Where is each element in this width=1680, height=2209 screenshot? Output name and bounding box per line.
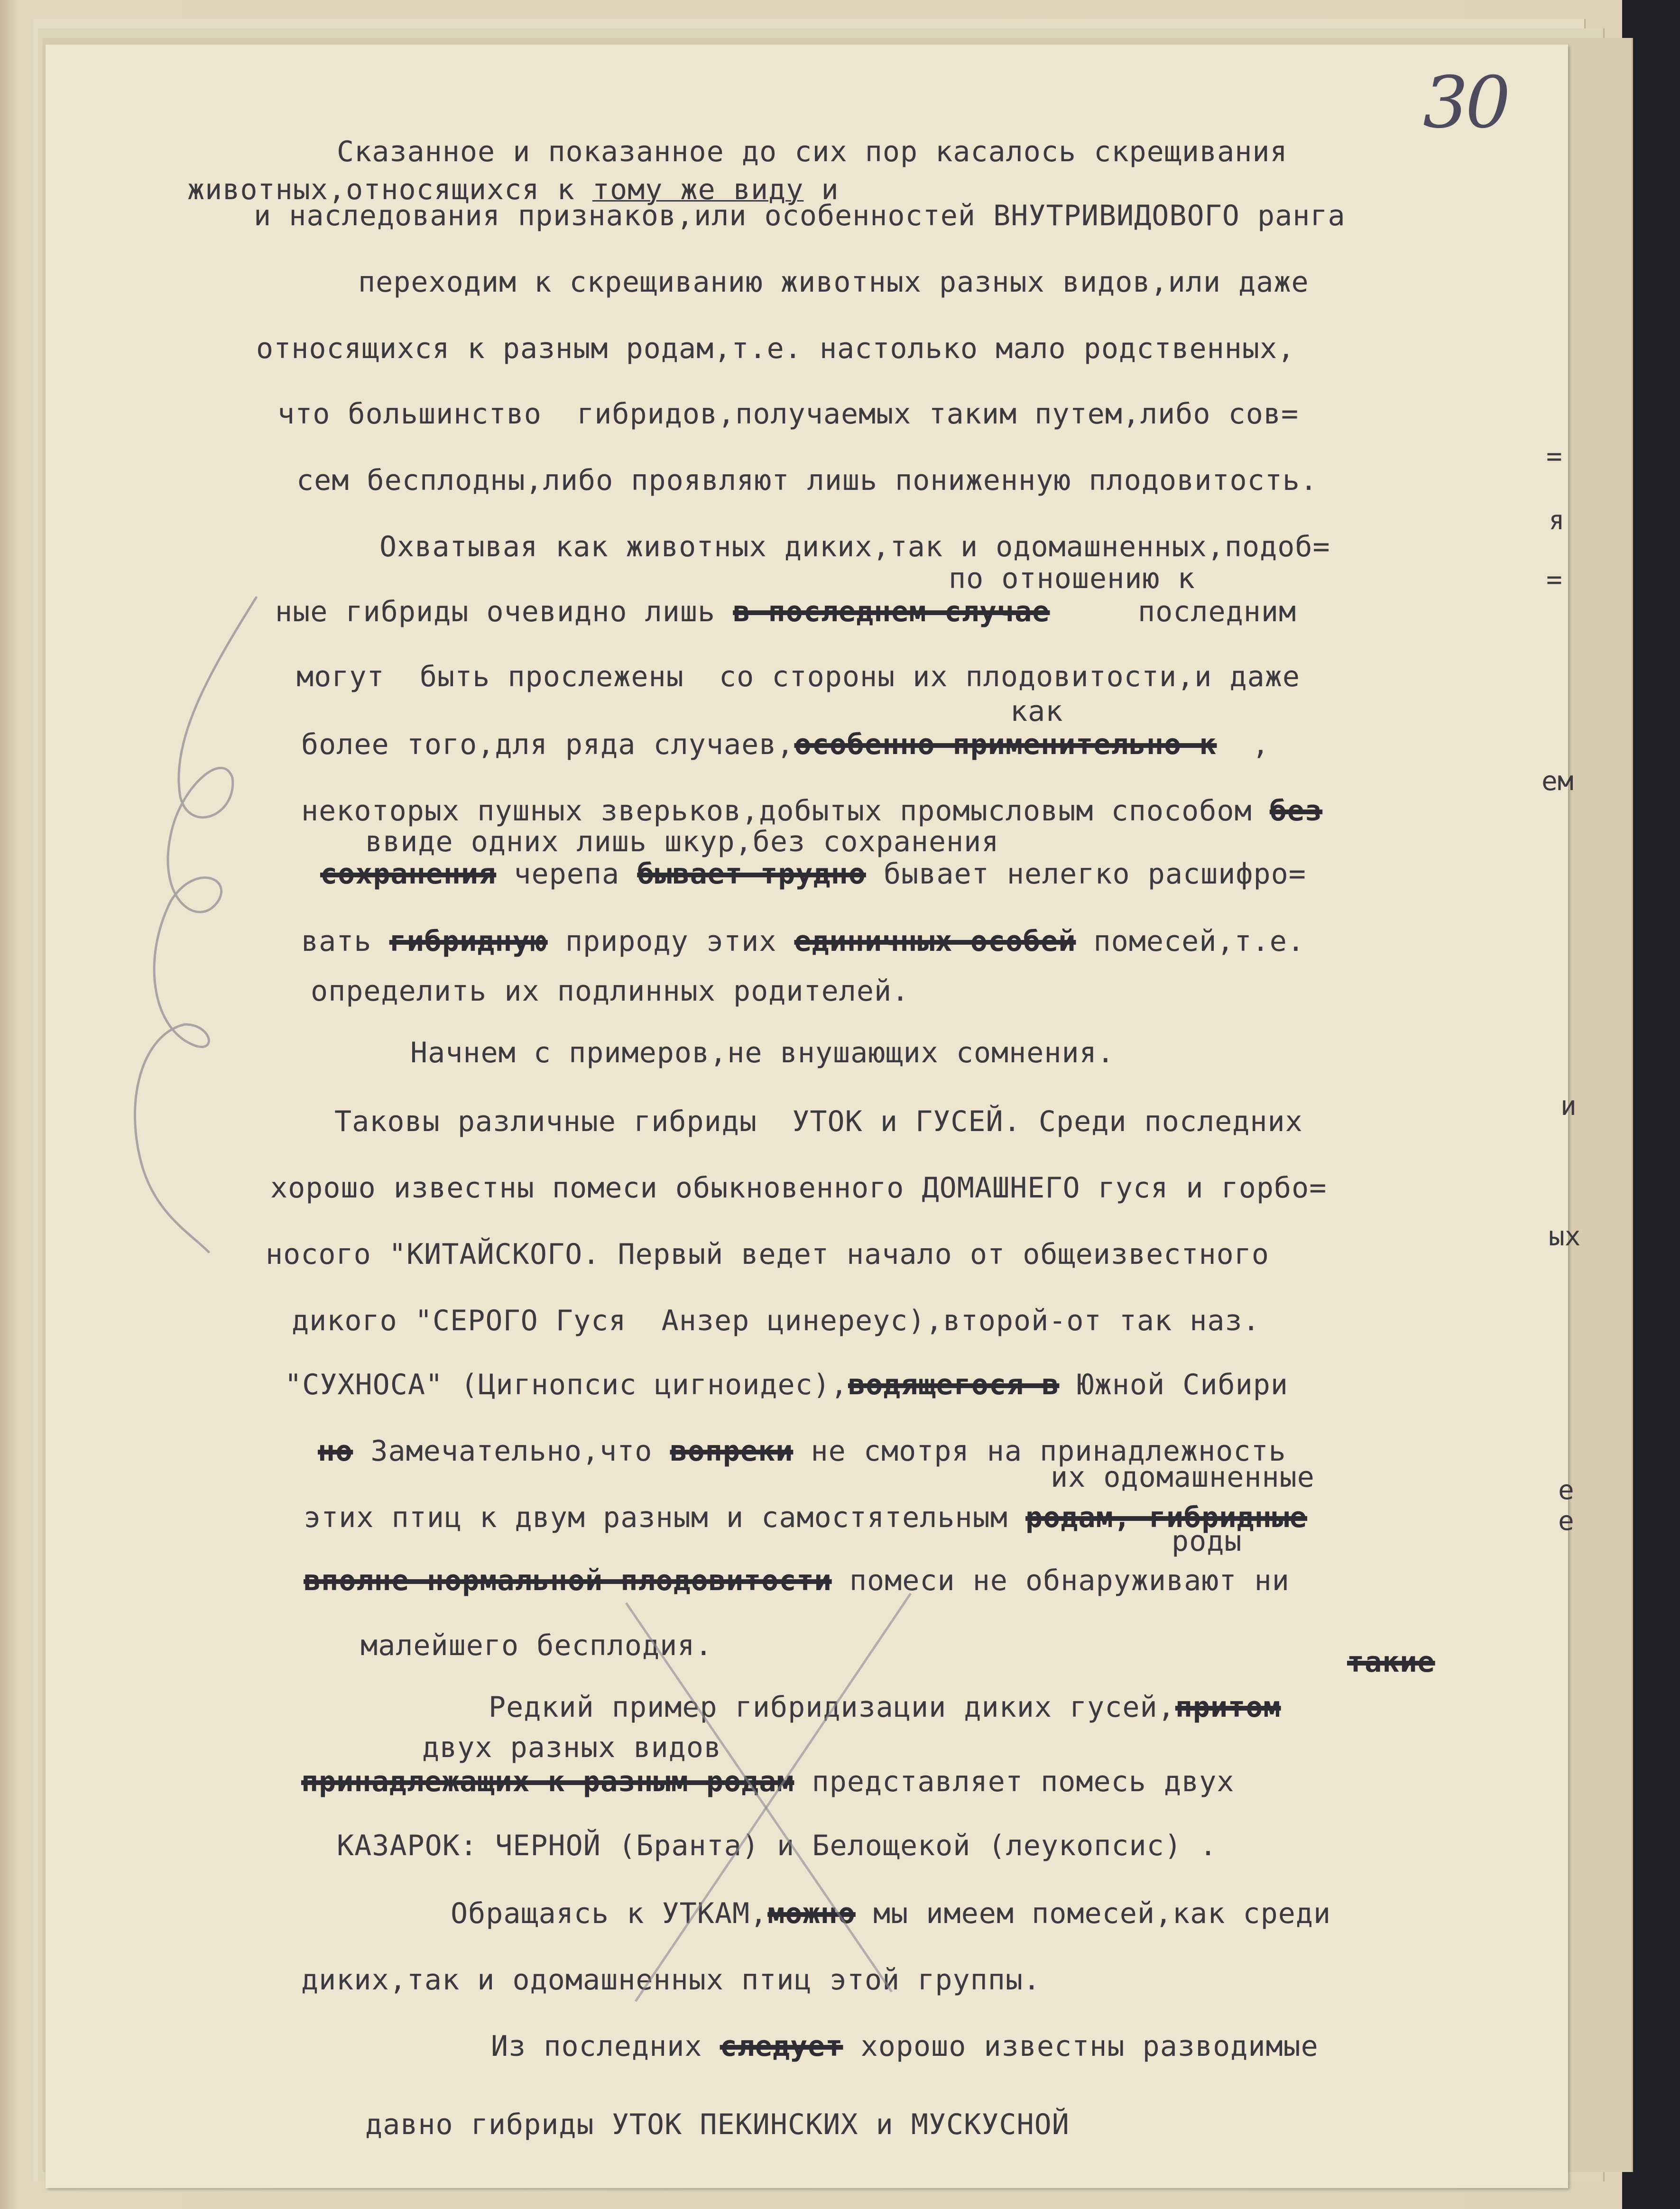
margin-mark: е (1558, 1475, 1574, 1506)
underlined-text: тому же виду (592, 173, 804, 206)
text-line (277, 397, 1299, 431)
margin-mark: = (1546, 441, 1562, 472)
margin-mark: е (1558, 1506, 1574, 1537)
text-line (1051, 1461, 1315, 1494)
text-line (1347, 1646, 1435, 1679)
text-segment: черепа (496, 857, 637, 891)
text-line (320, 857, 1306, 891)
text-line (379, 530, 1330, 563)
text-segment: Из последних (491, 2030, 720, 2063)
struck-through-text: водящегося в (848, 1368, 1060, 1401)
text-segment: КАЗАРОК: ЧЕРНОЙ (Бранта) и Белощекой (леукопсис) . (337, 1829, 1218, 1862)
text-line (270, 1171, 1327, 1205)
text-segment: представляет помесь двух (794, 1765, 1235, 1798)
text-line (337, 135, 1288, 168)
struck-through-text: родам, гибридные (1025, 1501, 1308, 1534)
text-line (296, 660, 1300, 693)
text-line (301, 925, 1305, 958)
text-line (358, 266, 1309, 299)
text-segment: сем бесплодны,либо проявляют лишь пониженную плодовитость. (296, 464, 1318, 497)
text-line (1010, 695, 1063, 728)
struck-through-text: в последнем случае (733, 595, 1050, 628)
text-segment: Замечательно,что (353, 1435, 670, 1468)
page-number: 30 (1423, 62, 1508, 144)
text-segment: могут быть прослежены со стороны их плодовитости,и даже (296, 660, 1301, 693)
text-line (266, 1238, 1269, 1271)
text-line (301, 794, 1322, 828)
struck-through-text: принадлежащих к разным родам (301, 1765, 794, 1798)
margin-mark: ем (1542, 766, 1574, 797)
text-segment: ные гибриды очевидно лишь (275, 595, 733, 628)
text-line (1172, 1525, 1242, 1558)
text-segment: некоторых пушных зверьков,добытых промысловым способом (301, 794, 1270, 828)
text-line (334, 1105, 1303, 1138)
struck-through-text: такие (1347, 1646, 1435, 1679)
text-segment: не смотря на принадлежность (793, 1435, 1286, 1468)
text-segment: по отношению к (949, 562, 1195, 595)
text-line (365, 2108, 1070, 2141)
text-line (311, 975, 909, 1008)
text-line (410, 1036, 1115, 1069)
text-segment: Редкий пример гибридизации диких гусей, (489, 1691, 1175, 1724)
margin-mark: я (1549, 505, 1565, 536)
text-segment: относящихся к разным родам,т.е. настолько мало родственных, (256, 332, 1295, 365)
text-line (254, 199, 1346, 232)
struck-through-text: бывает трудно (637, 857, 866, 891)
struck-through-text: притом (1175, 1691, 1281, 1724)
text-segment: давно гибриды УТОК ПЕКИНСКИХ и МУСКУСНОЙ (365, 2108, 1070, 2141)
text-line (949, 562, 1195, 595)
text-segment: Охватывая как животных диких,так и одомашненных,подоб= (379, 530, 1330, 563)
text-segment: Южной Сибири (1059, 1368, 1289, 1401)
text-segment: их одомашненные (1051, 1461, 1315, 1494)
text-segment: животных,относящихся к (187, 173, 592, 206)
text-segment: двух разных видов (422, 1731, 722, 1764)
text-segment: носого "КИТАЙСКОГО. Первый ведет начало от общеизвестного (266, 1238, 1270, 1271)
margin-mark: = (1546, 564, 1562, 595)
text-segment: природу этих (547, 925, 794, 958)
text-segment: роды (1172, 1525, 1242, 1558)
text-segment: диких,так и одомашненных птиц этой группы. (301, 1963, 1041, 1997)
text-segment: определить их подлинных родителей. (311, 975, 910, 1008)
text-segment: "СУХНОСА" (Цигнопсис цигноидес), (285, 1368, 848, 1401)
text-segment: Начнем с примеров,не внушающих сомнения. (410, 1036, 1115, 1069)
text-segment: мы имеем помесей,как среди (855, 1897, 1331, 1930)
text-segment: бывает нелегко расшифро= (866, 857, 1306, 891)
text-line (365, 825, 999, 858)
text-line (285, 1368, 1288, 1401)
text-segment: хорошо известны разводимые (843, 2030, 1319, 2063)
text-segment: и наследования признаков,или особенностей ВНУТРИВИДОВОГО ранга (254, 199, 1346, 232)
text-line (296, 464, 1318, 497)
struck-through-text: без (1269, 794, 1323, 828)
text-segment: более того,для ряда случаев, (301, 728, 794, 761)
text-line (304, 1501, 1307, 1534)
text-line (275, 595, 1296, 628)
text-line (256, 332, 1295, 365)
text-segment: и (803, 173, 839, 206)
text-segment: Сказанное и показанное до сих пор касалось скрещивания (337, 135, 1288, 168)
text-segment: хорошо известны помеси обыкновенного ДОМАШНЕГО гуся и горбо= (270, 1171, 1327, 1205)
text-line (491, 2030, 1319, 2063)
struck-through-text: особенно применительно к (794, 728, 1217, 761)
text-line (301, 728, 1270, 761)
margin-mark: и (1560, 1091, 1577, 1122)
text-segment: переходим к скрещиванию животных разных видов,или даже (358, 266, 1309, 299)
text-segment: дикого "СЕРОГО Гуся Анзер цинереус),второй-от так наз. (292, 1304, 1260, 1337)
struck-through-text: но (318, 1435, 353, 1468)
text-segment: ввиде одних лишь шкур,без сохранения (365, 825, 999, 858)
pencil-scribble-icon (114, 569, 304, 1280)
struck-through-text: вполне нормальной плодовитости (304, 1564, 832, 1597)
text-segment: помесей,т.е. (1076, 925, 1305, 958)
text-segment: как (1010, 695, 1063, 728)
struck-through-text: можно (767, 1897, 856, 1930)
text-segment: помеси не обнаруживают ни (831, 1564, 1290, 1597)
text-segment: вать (301, 925, 389, 958)
struck-through-text: единичных особей (794, 925, 1076, 958)
struck-through-text: сохранения (320, 857, 497, 891)
pencil-cross-mark-icon (598, 1584, 930, 2011)
text-segment: малейшего бесплодия. (360, 1629, 713, 1662)
text-segment: , (1217, 728, 1270, 761)
margin-mark: ых (1549, 1221, 1581, 1252)
struck-through-text: вопреки (670, 1435, 794, 1468)
text-segment: что большинство гибридов,получаемых таким путем,либо сов= (277, 397, 1299, 431)
text-segment: этих птиц к двум разным и самостятельным (304, 1501, 1026, 1534)
text-segment: Обращаясь к УТКАМ, (451, 1897, 768, 1930)
text-segment: Таковы различные гибриды УТОК и ГУСЕЙ. Среди последних (334, 1105, 1303, 1138)
text-segment: последним (1050, 595, 1297, 628)
text-line (292, 1304, 1260, 1337)
struck-through-text: гибридную (389, 925, 548, 958)
struck-through-text: следует (720, 2030, 843, 2063)
